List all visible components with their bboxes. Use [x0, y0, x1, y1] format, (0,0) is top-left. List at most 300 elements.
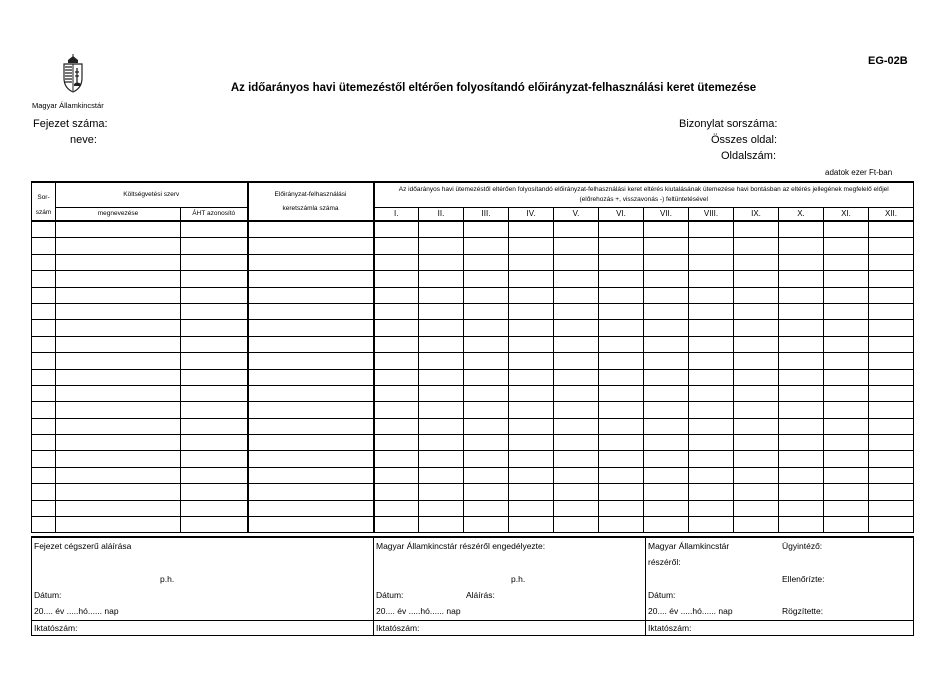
table-cell[interactable]	[509, 303, 554, 319]
table-cell[interactable]	[181, 435, 248, 451]
table-cell[interactable]	[32, 336, 56, 352]
table-cell[interactable]	[599, 467, 644, 483]
table-cell[interactable]	[509, 287, 554, 303]
table-cell[interactable]	[56, 467, 181, 483]
table-cell[interactable]	[824, 451, 869, 467]
table-cell[interactable]	[644, 369, 689, 385]
table-cell[interactable]	[824, 402, 869, 418]
table-cell[interactable]	[181, 484, 248, 500]
table-cell[interactable]	[869, 287, 914, 303]
table-cell[interactable]	[869, 517, 914, 533]
table-cell[interactable]	[464, 484, 509, 500]
table-cell[interactable]	[181, 320, 248, 336]
table-cell[interactable]	[689, 271, 734, 287]
table-cell[interactable]	[554, 517, 599, 533]
table-cell[interactable]	[56, 435, 181, 451]
table-cell[interactable]	[32, 303, 56, 319]
table-cell[interactable]	[419, 254, 464, 270]
table-cell[interactable]	[734, 467, 779, 483]
table-cell[interactable]	[248, 385, 374, 401]
table-cell[interactable]	[419, 221, 464, 238]
table-cell[interactable]	[248, 451, 374, 467]
table-cell[interactable]	[374, 336, 419, 352]
table-cell[interactable]	[734, 385, 779, 401]
table-cell[interactable]	[248, 238, 374, 254]
table-cell[interactable]	[779, 385, 824, 401]
table-cell[interactable]	[248, 303, 374, 319]
table-cell[interactable]	[644, 320, 689, 336]
table-cell[interactable]	[689, 353, 734, 369]
table-cell[interactable]	[689, 451, 734, 467]
table-cell[interactable]	[599, 435, 644, 451]
table-cell[interactable]	[248, 435, 374, 451]
table-cell[interactable]	[644, 418, 689, 434]
table-cell[interactable]	[248, 271, 374, 287]
table-cell[interactable]	[181, 385, 248, 401]
table-cell[interactable]	[181, 254, 248, 270]
table-cell[interactable]	[869, 385, 914, 401]
table-cell[interactable]	[599, 484, 644, 500]
table-cell[interactable]	[554, 221, 599, 238]
table-cell[interactable]	[181, 500, 248, 516]
table-cell[interactable]	[419, 238, 464, 254]
table-cell[interactable]	[734, 287, 779, 303]
table-cell[interactable]	[689, 385, 734, 401]
table-cell[interactable]	[509, 271, 554, 287]
table-cell[interactable]	[554, 353, 599, 369]
table-cell[interactable]	[644, 353, 689, 369]
table-cell[interactable]	[869, 402, 914, 418]
table-cell[interactable]	[181, 336, 248, 352]
table-cell[interactable]	[689, 287, 734, 303]
table-cell[interactable]	[419, 484, 464, 500]
table-cell[interactable]	[779, 287, 824, 303]
table-cell[interactable]	[181, 271, 248, 287]
table-cell[interactable]	[824, 221, 869, 238]
table-cell[interactable]	[734, 353, 779, 369]
table-cell[interactable]	[56, 238, 181, 254]
table-cell[interactable]	[824, 336, 869, 352]
table-cell[interactable]	[779, 353, 824, 369]
table-cell[interactable]	[374, 451, 419, 467]
table-cell[interactable]	[734, 451, 779, 467]
table-cell[interactable]	[869, 418, 914, 434]
table-cell[interactable]	[248, 418, 374, 434]
table-cell[interactable]	[374, 303, 419, 319]
table-cell[interactable]	[779, 435, 824, 451]
table-cell[interactable]	[509, 451, 554, 467]
table-cell[interactable]	[554, 320, 599, 336]
table-cell[interactable]	[374, 517, 419, 533]
table-cell[interactable]	[419, 451, 464, 467]
table-cell[interactable]	[419, 418, 464, 434]
table-cell[interactable]	[248, 467, 374, 483]
table-cell[interactable]	[779, 369, 824, 385]
table-cell[interactable]	[779, 336, 824, 352]
table-cell[interactable]	[644, 287, 689, 303]
table-cell[interactable]	[779, 221, 824, 238]
table-cell[interactable]	[824, 287, 869, 303]
table-cell[interactable]	[599, 500, 644, 516]
table-cell[interactable]	[32, 254, 56, 270]
table-cell[interactable]	[734, 435, 779, 451]
table-cell[interactable]	[869, 467, 914, 483]
table-cell[interactable]	[599, 271, 644, 287]
table-cell[interactable]	[56, 353, 181, 369]
table-cell[interactable]	[554, 451, 599, 467]
table-cell[interactable]	[248, 287, 374, 303]
table-cell[interactable]	[554, 484, 599, 500]
table-cell[interactable]	[464, 369, 509, 385]
table-cell[interactable]	[509, 435, 554, 451]
table-cell[interactable]	[869, 500, 914, 516]
table-cell[interactable]	[509, 353, 554, 369]
table-cell[interactable]	[824, 517, 869, 533]
table-cell[interactable]	[869, 238, 914, 254]
table-cell[interactable]	[779, 517, 824, 533]
table-cell[interactable]	[689, 484, 734, 500]
table-cell[interactable]	[464, 467, 509, 483]
table-cell[interactable]	[509, 385, 554, 401]
table-cell[interactable]	[509, 418, 554, 434]
table-cell[interactable]	[248, 353, 374, 369]
table-cell[interactable]	[599, 221, 644, 238]
table-cell[interactable]	[644, 385, 689, 401]
table-cell[interactable]	[734, 517, 779, 533]
table-cell[interactable]	[599, 238, 644, 254]
table-cell[interactable]	[509, 254, 554, 270]
table-cell[interactable]	[419, 287, 464, 303]
table-cell[interactable]	[464, 353, 509, 369]
table-cell[interactable]	[689, 517, 734, 533]
table-cell[interactable]	[779, 320, 824, 336]
table-cell[interactable]	[464, 517, 509, 533]
table-cell[interactable]	[464, 320, 509, 336]
table-cell[interactable]	[509, 336, 554, 352]
table-cell[interactable]	[464, 336, 509, 352]
table-cell[interactable]	[644, 467, 689, 483]
table-cell[interactable]	[599, 353, 644, 369]
table-cell[interactable]	[824, 254, 869, 270]
table-cell[interactable]	[599, 402, 644, 418]
table-cell[interactable]	[419, 320, 464, 336]
table-cell[interactable]	[464, 287, 509, 303]
table-cell[interactable]	[374, 484, 419, 500]
table-cell[interactable]	[56, 254, 181, 270]
table-cell[interactable]	[554, 435, 599, 451]
table-cell[interactable]	[869, 484, 914, 500]
table-cell[interactable]	[509, 500, 554, 516]
table-cell[interactable]	[464, 418, 509, 434]
table-cell[interactable]	[554, 402, 599, 418]
table-cell[interactable]	[824, 418, 869, 434]
table-cell[interactable]	[181, 418, 248, 434]
table-cell[interactable]	[689, 402, 734, 418]
table-cell[interactable]	[869, 353, 914, 369]
table-cell[interactable]	[32, 320, 56, 336]
table-cell[interactable]	[32, 418, 56, 434]
table-cell[interactable]	[32, 484, 56, 500]
table-cell[interactable]	[419, 271, 464, 287]
table-cell[interactable]	[32, 385, 56, 401]
table-cell[interactable]	[734, 369, 779, 385]
table-cell[interactable]	[32, 467, 56, 483]
table-cell[interactable]	[734, 303, 779, 319]
table-cell[interactable]	[509, 484, 554, 500]
table-cell[interactable]	[554, 385, 599, 401]
table-cell[interactable]	[554, 254, 599, 270]
table-cell[interactable]	[509, 517, 554, 533]
table-cell[interactable]	[599, 385, 644, 401]
table-cell[interactable]	[509, 320, 554, 336]
table-cell[interactable]	[779, 418, 824, 434]
table-cell[interactable]	[644, 303, 689, 319]
table-cell[interactable]	[248, 402, 374, 418]
table-cell[interactable]	[248, 500, 374, 516]
table-cell[interactable]	[734, 500, 779, 516]
table-cell[interactable]	[464, 221, 509, 238]
table-cell[interactable]	[32, 451, 56, 467]
table-cell[interactable]	[56, 517, 181, 533]
table-cell[interactable]	[32, 271, 56, 287]
table-cell[interactable]	[734, 254, 779, 270]
table-cell[interactable]	[644, 221, 689, 238]
table-cell[interactable]	[554, 500, 599, 516]
table-cell[interactable]	[869, 303, 914, 319]
table-cell[interactable]	[248, 254, 374, 270]
table-cell[interactable]	[644, 336, 689, 352]
table-cell[interactable]	[464, 385, 509, 401]
table-cell[interactable]	[869, 336, 914, 352]
table-cell[interactable]	[689, 435, 734, 451]
table-cell[interactable]	[181, 402, 248, 418]
table-cell[interactable]	[824, 385, 869, 401]
table-cell[interactable]	[689, 320, 734, 336]
table-cell[interactable]	[554, 418, 599, 434]
table-cell[interactable]	[734, 221, 779, 238]
table-cell[interactable]	[644, 402, 689, 418]
table-cell[interactable]	[869, 369, 914, 385]
table-cell[interactable]	[644, 500, 689, 516]
table-cell[interactable]	[824, 303, 869, 319]
table-cell[interactable]	[689, 238, 734, 254]
table-cell[interactable]	[248, 336, 374, 352]
table-cell[interactable]	[734, 484, 779, 500]
table-cell[interactable]	[374, 287, 419, 303]
table-cell[interactable]	[56, 271, 181, 287]
table-cell[interactable]	[779, 484, 824, 500]
table-cell[interactable]	[419, 500, 464, 516]
table-cell[interactable]	[869, 320, 914, 336]
table-cell[interactable]	[509, 369, 554, 385]
table-cell[interactable]	[689, 221, 734, 238]
table-cell[interactable]	[554, 467, 599, 483]
table-cell[interactable]	[181, 287, 248, 303]
table-cell[interactable]	[419, 353, 464, 369]
table-cell[interactable]	[374, 238, 419, 254]
table-cell[interactable]	[464, 238, 509, 254]
table-cell[interactable]	[181, 221, 248, 238]
table-cell[interactable]	[32, 287, 56, 303]
table-cell[interactable]	[644, 517, 689, 533]
table-cell[interactable]	[374, 435, 419, 451]
table-cell[interactable]	[248, 221, 374, 238]
table-cell[interactable]	[734, 238, 779, 254]
table-cell[interactable]	[374, 254, 419, 270]
table-cell[interactable]	[32, 517, 56, 533]
table-cell[interactable]	[509, 467, 554, 483]
table-cell[interactable]	[734, 320, 779, 336]
table-cell[interactable]	[374, 271, 419, 287]
table-cell[interactable]	[181, 517, 248, 533]
table-cell[interactable]	[56, 287, 181, 303]
table-cell[interactable]	[374, 500, 419, 516]
table-cell[interactable]	[599, 320, 644, 336]
table-cell[interactable]	[599, 451, 644, 467]
table-cell[interactable]	[56, 484, 181, 500]
table-cell[interactable]	[824, 353, 869, 369]
table-cell[interactable]	[464, 254, 509, 270]
table-cell[interactable]	[824, 484, 869, 500]
table-cell[interactable]	[554, 369, 599, 385]
table-cell[interactable]	[734, 402, 779, 418]
table-cell[interactable]	[554, 303, 599, 319]
table-cell[interactable]	[779, 451, 824, 467]
table-cell[interactable]	[869, 435, 914, 451]
table-cell[interactable]	[824, 435, 869, 451]
table-cell[interactable]	[824, 238, 869, 254]
table-cell[interactable]	[599, 418, 644, 434]
table-cell[interactable]	[32, 238, 56, 254]
table-cell[interactable]	[56, 320, 181, 336]
table-cell[interactable]	[374, 353, 419, 369]
table-cell[interactable]	[181, 467, 248, 483]
table-cell[interactable]	[734, 336, 779, 352]
table-cell[interactable]	[419, 369, 464, 385]
table-cell[interactable]	[599, 287, 644, 303]
table-cell[interactable]	[869, 271, 914, 287]
table-cell[interactable]	[374, 418, 419, 434]
table-cell[interactable]	[419, 467, 464, 483]
table-cell[interactable]	[56, 221, 181, 238]
table-cell[interactable]	[689, 303, 734, 319]
table-cell[interactable]	[689, 467, 734, 483]
table-cell[interactable]	[56, 402, 181, 418]
table-cell[interactable]	[554, 287, 599, 303]
table-cell[interactable]	[56, 418, 181, 434]
table-cell[interactable]	[779, 238, 824, 254]
table-cell[interactable]	[824, 369, 869, 385]
table-cell[interactable]	[464, 303, 509, 319]
table-cell[interactable]	[644, 271, 689, 287]
table-cell[interactable]	[56, 303, 181, 319]
table-cell[interactable]	[464, 451, 509, 467]
table-cell[interactable]	[181, 451, 248, 467]
table-cell[interactable]	[599, 517, 644, 533]
table-cell[interactable]	[689, 500, 734, 516]
table-cell[interactable]	[181, 303, 248, 319]
table-cell[interactable]	[248, 320, 374, 336]
table-cell[interactable]	[56, 369, 181, 385]
table-cell[interactable]	[181, 238, 248, 254]
table-cell[interactable]	[32, 435, 56, 451]
table-cell[interactable]	[56, 385, 181, 401]
table-cell[interactable]	[824, 500, 869, 516]
table-cell[interactable]	[419, 435, 464, 451]
table-cell[interactable]	[374, 467, 419, 483]
table-cell[interactable]	[734, 418, 779, 434]
table-cell[interactable]	[248, 517, 374, 533]
table-cell[interactable]	[779, 254, 824, 270]
table-cell[interactable]	[419, 517, 464, 533]
table-cell[interactable]	[644, 254, 689, 270]
table-cell[interactable]	[779, 402, 824, 418]
table-cell[interactable]	[464, 271, 509, 287]
table-cell[interactable]	[869, 254, 914, 270]
table-cell[interactable]	[374, 221, 419, 238]
table-cell[interactable]	[824, 467, 869, 483]
table-cell[interactable]	[599, 254, 644, 270]
table-cell[interactable]	[554, 336, 599, 352]
table-cell[interactable]	[32, 221, 56, 238]
table-cell[interactable]	[599, 303, 644, 319]
table-cell[interactable]	[181, 353, 248, 369]
table-cell[interactable]	[181, 369, 248, 385]
table-cell[interactable]	[599, 369, 644, 385]
table-cell[interactable]	[419, 402, 464, 418]
table-cell[interactable]	[419, 303, 464, 319]
table-cell[interactable]	[419, 336, 464, 352]
table-cell[interactable]	[32, 353, 56, 369]
table-cell[interactable]	[779, 467, 824, 483]
table-cell[interactable]	[464, 500, 509, 516]
table-cell[interactable]	[824, 271, 869, 287]
table-cell[interactable]	[689, 254, 734, 270]
table-cell[interactable]	[554, 238, 599, 254]
table-cell[interactable]	[56, 500, 181, 516]
table-cell[interactable]	[509, 221, 554, 238]
table-cell[interactable]	[689, 418, 734, 434]
table-cell[interactable]	[32, 402, 56, 418]
table-cell[interactable]	[464, 435, 509, 451]
table-cell[interactable]	[32, 500, 56, 516]
table-cell[interactable]	[779, 271, 824, 287]
table-cell[interactable]	[644, 435, 689, 451]
table-cell[interactable]	[509, 238, 554, 254]
table-cell[interactable]	[689, 336, 734, 352]
table-cell[interactable]	[419, 385, 464, 401]
table-cell[interactable]	[248, 484, 374, 500]
table-cell[interactable]	[554, 271, 599, 287]
table-cell[interactable]	[779, 303, 824, 319]
table-cell[interactable]	[599, 336, 644, 352]
table-cell[interactable]	[374, 385, 419, 401]
table-cell[interactable]	[869, 451, 914, 467]
table-cell[interactable]	[374, 402, 419, 418]
table-cell[interactable]	[734, 271, 779, 287]
table-cell[interactable]	[464, 402, 509, 418]
table-cell[interactable]	[509, 402, 554, 418]
table-cell[interactable]	[644, 484, 689, 500]
table-cell[interactable]	[32, 369, 56, 385]
table-cell[interactable]	[248, 369, 374, 385]
table-cell[interactable]	[56, 451, 181, 467]
table-cell[interactable]	[824, 320, 869, 336]
table-cell[interactable]	[56, 336, 181, 352]
table-cell[interactable]	[644, 451, 689, 467]
table-cell[interactable]	[869, 221, 914, 238]
table-cell[interactable]	[689, 369, 734, 385]
